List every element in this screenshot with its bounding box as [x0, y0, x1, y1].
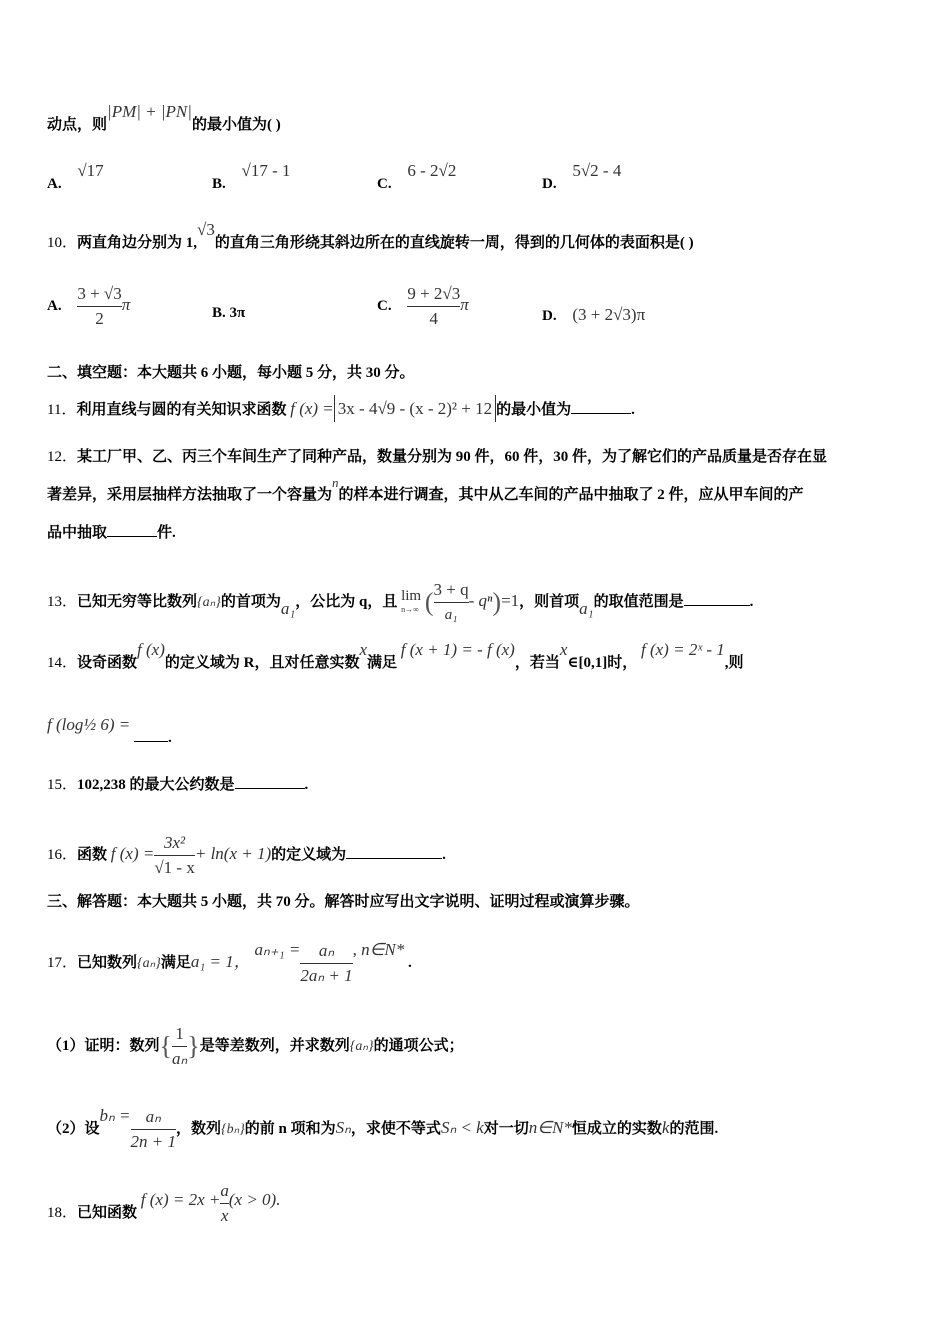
text-span: 对一切 — [483, 1120, 529, 1137]
q10-stem — [47, 220, 694, 253]
fraction — [172, 1024, 187, 1069]
text-span: 13． — [47, 593, 78, 610]
text-span: a₁ — [444, 607, 458, 623]
q11-expr: 3x - 4√9 - (x - 2)² + 12 — [334, 395, 496, 422]
text-span: f (x + 1) = - f (x) — [400, 640, 515, 659]
text-span: C. — [377, 297, 392, 314]
q10-option-a — [47, 284, 130, 329]
q9-tail: 的最小值为( ) — [191, 117, 281, 133]
text-span: √17 - 1 — [241, 161, 291, 180]
text-span: n — [332, 475, 339, 490]
text-span: （2）设 — [47, 1120, 100, 1137]
q13 — [47, 580, 753, 625]
text-span: a₁ — [280, 598, 296, 618]
text-span: a₁ — [579, 598, 594, 618]
question-number: 10． — [47, 235, 78, 251]
q15 — [47, 774, 308, 795]
text-span: . — [168, 730, 172, 746]
q9-expr: |PM| + |PN| — [107, 102, 192, 121]
answer-blank — [571, 399, 631, 414]
text-span: Sₙ < k — [440, 1117, 484, 1137]
text-span: (x > 0). — [228, 1189, 281, 1209]
text-span: D. — [542, 176, 557, 192]
text-span: 已知函数 — [77, 1204, 138, 1221]
text-span: . — [749, 593, 754, 610]
text-span: 15． — [47, 777, 78, 793]
answer-blank — [107, 522, 157, 537]
text-span: 两直角边分别为 1, — [77, 235, 198, 251]
q9-option-d — [542, 161, 622, 193]
answer-blank — [235, 774, 305, 789]
answer-blank — [346, 844, 442, 859]
text-span: ,则 — [724, 655, 744, 671]
text-span: . — [442, 846, 446, 863]
q9-lead: 动点，则 — [47, 117, 108, 133]
text-span: 的定义域为 R，且对任意实数 — [164, 655, 360, 671]
text-span: 已知无穷等比数列 — [77, 593, 198, 610]
q12-line-2 — [47, 475, 804, 505]
text-span: ∈[0,1]时， — [567, 655, 638, 671]
text-span: 16． — [47, 846, 78, 863]
text-span: 6 - 2√2 — [407, 161, 457, 180]
fraction-bar — [300, 963, 352, 964]
text-span: k — [661, 1117, 670, 1137]
text-span: } — [187, 1031, 200, 1061]
text-span: { — [159, 1031, 172, 1061]
fraction — [131, 1107, 176, 1152]
text-span: . — [304, 777, 309, 793]
text-span: f (x) = 2ˣ - 1 — [641, 640, 725, 659]
text-span: 18． — [47, 1204, 78, 1221]
answer-blank — [134, 727, 168, 742]
text-span: {bₙ} — [221, 1121, 245, 1137]
fraction-bar — [77, 306, 121, 307]
text-span: lim — [401, 587, 422, 604]
q10-option-c — [377, 284, 469, 329]
text-span: ) — [492, 587, 502, 617]
q10-expr: √3 — [197, 220, 215, 239]
text-span: √17 — [77, 161, 104, 180]
text-span: 的样本进行调查，其中从乙车间的产品中抽取了 2 件，应从甲车间的产 — [338, 487, 804, 503]
text-span: 5√2 - 4 — [572, 161, 622, 180]
text-span: , n∈N* — [352, 939, 405, 959]
text-span: 品中抽取 — [47, 525, 108, 541]
fraction — [154, 833, 195, 878]
text-span: x — [359, 640, 368, 659]
text-span: 14． — [47, 655, 78, 671]
text-span: ，公比为 q，且 — [295, 593, 398, 610]
fraction — [407, 284, 460, 329]
text-span: ，则首项 — [519, 593, 580, 610]
text-span: √1 - x — [154, 858, 195, 877]
text-span: 的取值范围是 — [593, 593, 684, 610]
q11 — [47, 399, 635, 420]
text-span — [401, 589, 421, 617]
text-span: 3 + √3 — [77, 284, 122, 303]
text-span: 已知数列 — [77, 954, 138, 971]
text-span: f (x) = 2x + — [140, 1189, 221, 1209]
text-span: 2aₙ + 1 — [300, 966, 353, 985]
text-span: π — [460, 294, 469, 314]
text-span: C. — [377, 176, 392, 192]
fraction — [220, 1181, 229, 1226]
q14-ask — [47, 715, 172, 746]
text-span: 设奇函数 — [77, 655, 138, 671]
text-span: A. — [47, 176, 62, 192]
fraction — [300, 941, 352, 986]
fraction-bar — [154, 855, 195, 856]
q18 — [47, 1181, 281, 1236]
section-2-heading: 二、填空题：本大题共 6 小题，每小题 5 分，共 30 分。 — [47, 365, 415, 381]
text-span: Sₙ — [335, 1117, 351, 1137]
text-span: aₙ — [318, 941, 335, 960]
text-span: B. — [212, 305, 226, 321]
text-span: 9 + 2√3 — [407, 284, 461, 303]
text-span: 某工厂甲、乙、丙三个车间生产了同种产品，数量分别为 90 件，60 件，30 件，为了解它们的产品质量是否存在显 — [77, 449, 828, 465]
q16 — [47, 833, 446, 878]
text-span: 是等差数列，并求数列 — [199, 1037, 350, 1054]
text-span: =1 — [501, 590, 520, 610]
text-span: ，求使不等式 — [350, 1120, 441, 1137]
text-span: 2n + 1 — [130, 1132, 176, 1151]
text-span: 3π — [229, 305, 246, 321]
fraction-bar — [220, 1203, 229, 1204]
text-span: . — [631, 402, 635, 418]
text-span: ，数列 — [176, 1120, 222, 1137]
text-span: {aₙ} — [137, 955, 161, 971]
text-span: 3 + q — [433, 580, 469, 599]
text-span: 函数 — [77, 846, 108, 863]
text-span: n→∞ — [401, 604, 419, 614]
text-span: 的直角三角形绕其斜边所在的直线旋转一周，得到的几何体的表面积是( ) — [214, 235, 694, 251]
text-span: π — [121, 294, 131, 314]
text-span: x — [559, 640, 568, 659]
q17-part-1 — [47, 1024, 464, 1069]
q9-option-c — [377, 161, 457, 193]
answer-blank — [684, 591, 750, 606]
text-span: （1）证明：数列 — [47, 1037, 160, 1054]
text-span: 4 — [429, 309, 439, 328]
text-span: A. — [47, 297, 62, 314]
text-span: f (x) — [137, 640, 165, 659]
q9-stem — [47, 102, 281, 135]
text-span: x — [220, 1206, 229, 1225]
text-span: + ln(x + 1) — [194, 843, 272, 863]
text-span: 12． — [47, 449, 78, 465]
text-span: ( — [424, 587, 434, 617]
text-span: 利用直线与圆的有关知识求函数 — [76, 402, 287, 418]
q17-part-2 — [47, 1107, 718, 1152]
text-span: {aₙ} — [349, 1038, 374, 1054]
text-span: 1 — [175, 1024, 184, 1043]
text-span: 满足 — [367, 655, 398, 671]
text-span: 的通项公式； — [373, 1037, 464, 1054]
text-span: 的首项为 — [220, 593, 281, 610]
text-span: aₙ₊₁ = — [254, 939, 301, 959]
text-span: f (x) = — [110, 843, 155, 863]
text-span: 的最小值为 — [496, 402, 572, 418]
text-span: f (x) = — [290, 399, 334, 418]
text-span: n∈N* — [528, 1117, 572, 1137]
fraction-bar — [434, 602, 469, 603]
fraction-bar — [131, 1129, 176, 1130]
text-span: (3 + 2√3)π — [572, 305, 646, 324]
q12-line-1 — [47, 447, 827, 467]
text-span: 著差异，采用层抽样方法抽取了一个容量为 — [47, 487, 333, 503]
text-span: a₁ = 1， — [190, 951, 251, 971]
text-span: aₙ — [172, 1049, 188, 1068]
text-span: . — [408, 954, 412, 971]
text-span: aₙ — [145, 1107, 161, 1126]
q9-option-a — [47, 161, 104, 193]
text-span: bₙ = — [99, 1105, 131, 1125]
text-span: 件. — [157, 525, 176, 541]
text-span: a — [220, 1181, 229, 1200]
text-span: - qⁿ — [468, 590, 493, 610]
text-span: 2 — [95, 309, 104, 328]
q9-option-b — [212, 161, 291, 193]
q10-option-b — [212, 305, 245, 322]
text-span: 3x² — [164, 833, 186, 852]
fraction — [434, 580, 469, 625]
section-3-heading: 三、解答题：本大题共 5 小题，共 70 分。解答时应写出文字说明、证明过程或演算步骤。 — [47, 894, 640, 910]
text-span: 的前 n 项和为 — [244, 1120, 336, 1137]
text-span: 的范围. — [669, 1120, 719, 1137]
text-span: {aₙ} — [197, 594, 221, 610]
q17 — [47, 941, 412, 986]
text-span: 17． — [47, 954, 78, 971]
text-span: 满足 — [160, 954, 191, 971]
text-span: f (log½ 6) = — [47, 715, 131, 734]
text-span: 恒成立的实数 — [571, 1120, 662, 1137]
fraction-bar — [407, 306, 460, 307]
fraction-bar — [172, 1046, 187, 1047]
text-span: 的定义域为 — [271, 846, 347, 863]
fraction — [77, 284, 121, 329]
text-span: ，若当 — [514, 655, 560, 671]
text-span: D. — [542, 308, 557, 324]
q12-line-3 — [47, 522, 176, 543]
text-span: B. — [212, 176, 226, 192]
q14 — [47, 640, 744, 673]
text-span: 11． — [47, 402, 77, 418]
q10-option-d — [542, 305, 645, 325]
text-span: 102,238 的最大公约数是 — [77, 777, 235, 793]
